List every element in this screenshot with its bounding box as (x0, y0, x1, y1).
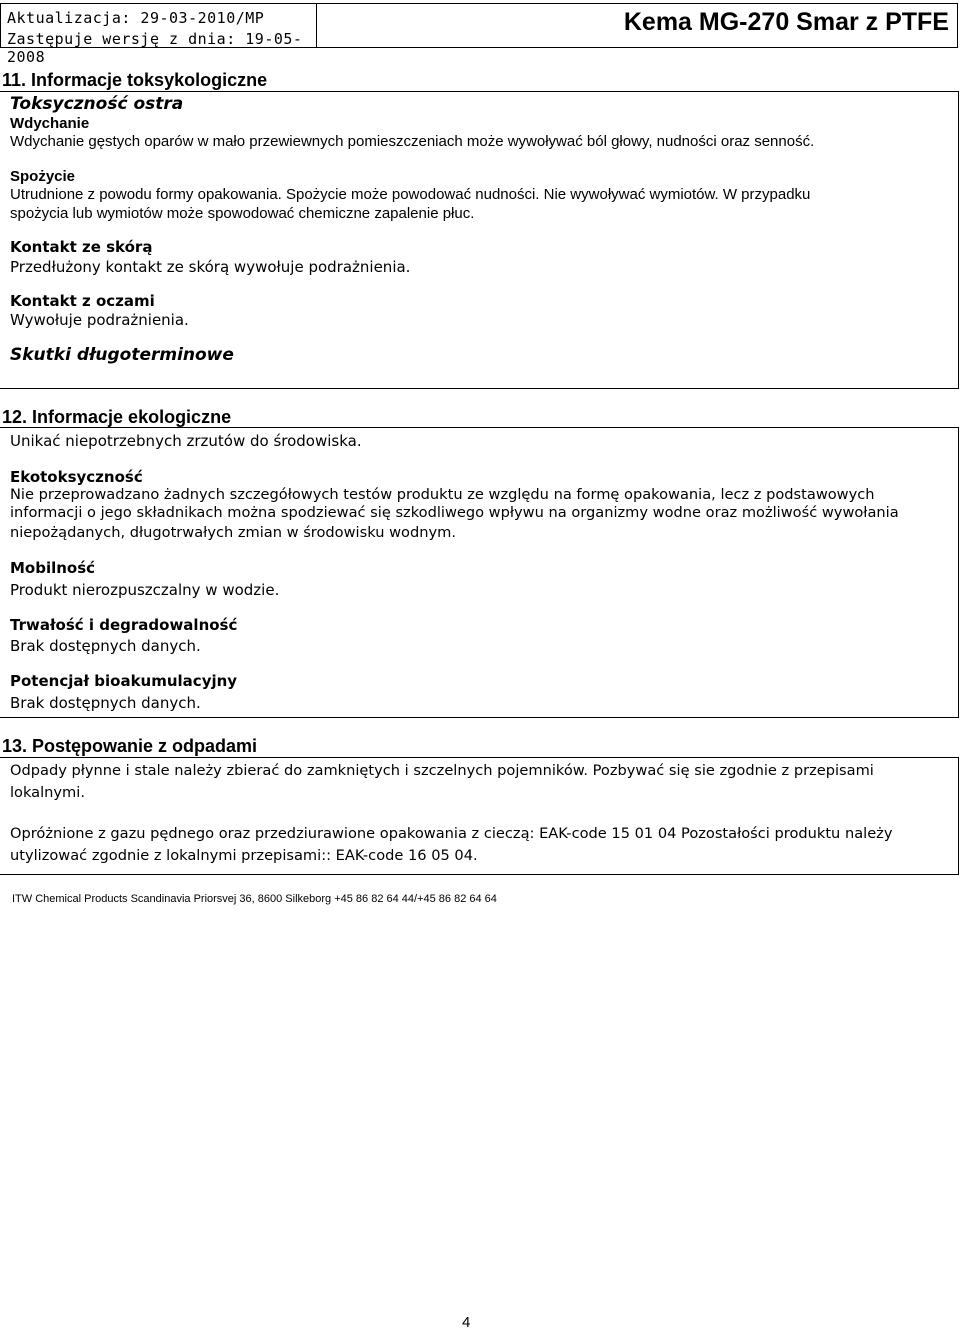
mobility-heading: Mobilność (10, 559, 96, 577)
update-date: Aktualizacja: 29-03-2010/MP (7, 9, 265, 27)
page-number: 4 (462, 1314, 471, 1331)
degradability-heading: Trwałość i degradowalność (10, 616, 238, 634)
replaces-date: Zastępuje wersję z dnia: 19-05-2008 (7, 30, 303, 66)
section-13-title: 13. Postępowanie z odpadami (2, 736, 258, 756)
bioaccumulation-text: Brak dostępnych danych. (10, 694, 201, 712)
waste-text-p1-line1: Odpady płynne i stale należy zbierać do zamkniętych i szczelnych pojemników. Pozbywać się sie zgodnie z przepisami (10, 762, 874, 779)
header-revision-cell (1, 4, 317, 66)
waste-text-p2-line2: utylizować zgodnie z lokalnymi przepisami:: EAK-code 16 05 04. (10, 847, 478, 864)
skin-contact-heading: Kontakt ze skórą (10, 238, 153, 256)
document-header (0, 3, 958, 66)
section-11-box (0, 91, 959, 389)
waste-text-p2-line1: Opróżnione z gazu pędnego oraz przedziurawione opakowania z cieczą: EAK-code 15 01 04 Pozostałości produktu należy (10, 825, 893, 842)
mobility-text: Produkt nierozpuszczalny w wodzie. (10, 581, 280, 599)
degradability-text: Brak dostępnych danych. (10, 637, 201, 655)
inhalation-text: Wdychanie gęstych oparów w mało przewiewnych pomieszczeniach może wywoływać ból głowy, nudności oraz senność. (10, 133, 815, 150)
waste-text-p1-line2: lokalnymi. (10, 784, 85, 801)
section-13-box (0, 757, 959, 875)
bioaccumulation-heading: Potencjał bioakumulacyjny (10, 672, 238, 690)
company-footer: ITW Chemical Products Scandinavia Priorsvej 36, 8600 Silkeborg +45 86 82 64 44/+45 86 82 64 64 (12, 893, 497, 905)
ecotoxicity-heading: Ekotoksyczność (10, 468, 143, 486)
eye-contact-heading: Kontakt z oczami (10, 292, 155, 310)
ecotoxicity-text-line1: Nie przeprowadzano żadnych szczegółowych testów produktu ze względu na formę opakowania, lecz z podstawowych (10, 486, 875, 503)
inhalation-heading: Wdychanie (10, 115, 90, 132)
ingestion-heading: Spożycie (10, 168, 76, 185)
section-12-box (0, 427, 959, 718)
eye-contact-text: Wywołuje podrażnienia. (10, 311, 189, 329)
ecotoxicity-text-line2: informacji o jego składnikach można spodziewać się szkodliwego wpływu na organizmy wodne oraz możliwość wywołania (10, 504, 899, 521)
acute-toxicity-heading: Toksyczność ostra (10, 94, 184, 114)
eco-intro-text: Unikać niepotrzebnych zrzutów do środowiska. (10, 432, 362, 450)
skin-contact-text: Przedłużony kontakt ze skórą wywołuje podrażnienia. (10, 258, 411, 276)
ecotoxicity-text-line3: niepożądanych, długotrwałych zmian w środowisku wodnym. (10, 524, 456, 541)
section-11-title: 11. Informacje toksykologiczne (2, 70, 268, 90)
product-name: Kema MG-270 Smar z PTFE (623, 8, 949, 36)
section-12-title: 12. Informacje ekologiczne (2, 407, 232, 427)
ingestion-text-line2: spożycia lub wymiotów może spowodować chemiczne zapalenie płuc. (10, 205, 475, 222)
long-term-effects-heading: Skutki długoterminowe (10, 345, 234, 365)
ingestion-text-line1: Utrudnione z powodu formy opakowania. Spożycie może powodować nudności. Nie wywoływać wymiotów. W przypadku (10, 186, 811, 203)
